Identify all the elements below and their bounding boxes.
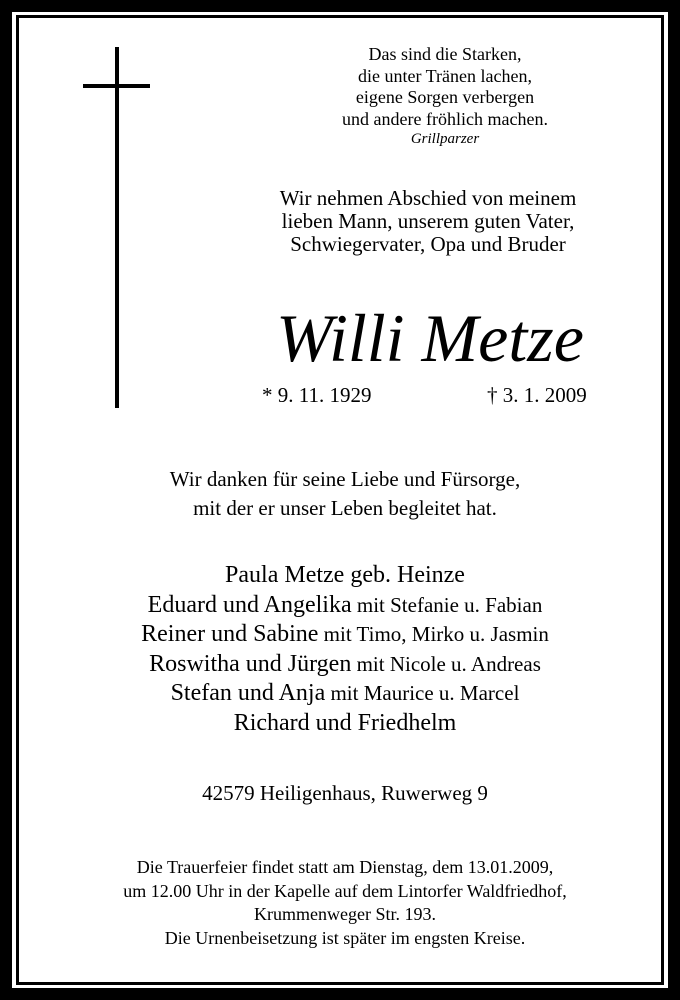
deceased-name: Willi Metze [276,300,584,376]
funeral-line: Die Urnenbeisetzung ist später im engsten Kreise. [164,927,526,948]
family-member [60,679,630,709]
family-main: Paula Metze geb. Heinze [225,562,465,588]
funeral-line: Die Trauerfeier findet statt am Dienstag, dem 13.01.2009, [136,857,554,877]
family-member [60,591,630,621]
funeral-line: Krummenweger Str. 193. [254,904,436,924]
death-date: † 3. 1. 2009 [487,383,587,407]
thanks-text [100,465,590,523]
cross-horizontal-bar [83,84,150,88]
poem-line: die unter Tränen lachen, [358,65,532,86]
poem-line: eigene Sorgen verbergen [355,87,535,107]
family-extra: mit Timo, Mirko u. Jasmin [318,622,549,646]
family-member [60,561,630,591]
family-main: Reiner und Sabine [141,621,319,647]
family-extra: mit Stefanie u. Fabian [351,592,543,617]
poem [300,44,590,148]
farewell-line: lieben Mann, unserem guten Vater, [281,209,575,233]
family-extra: mit Maurice u. Marcel [325,681,520,705]
family-member [60,709,630,739]
family-list [60,561,630,738]
cross-vertical-bar [115,47,119,408]
farewell-text [250,187,606,256]
poem-author: Grillparzer [410,131,480,147]
birth-date: * 9. 11. 1929 [262,383,372,407]
address: 42579 Heiligenhaus, Ruwerweg 9 [202,781,488,805]
funeral-line: um 12.00 Uhr in der Kapelle auf dem Lintorfer Waldfriedhof, [123,880,567,901]
family-extra: mit Nicole u. Andreas [351,651,541,676]
family-main: Richard und Friedhelm [233,709,457,736]
family-member [60,620,630,650]
poem-line: und andere fröhlich machen. [342,108,548,129]
family-main: Roswitha und Jürgen [149,650,352,677]
thanks-line: mit der er unser Leben begleitet hat. [193,496,497,520]
thanks-line: Wir danken für seine Liebe und Fürsorge, [169,467,521,491]
farewell-line: Schwiegervater, Opa und Bruder [290,232,566,256]
family-main: Stefan und Anja [170,680,326,706]
family-member [60,650,630,680]
farewell-line: Wir nehmen Abschied von meinem [279,186,577,210]
family-main: Eduard und Angelika [147,591,352,618]
poem-line: Das sind die Starken, [368,44,522,64]
funeral-info [40,856,650,950]
